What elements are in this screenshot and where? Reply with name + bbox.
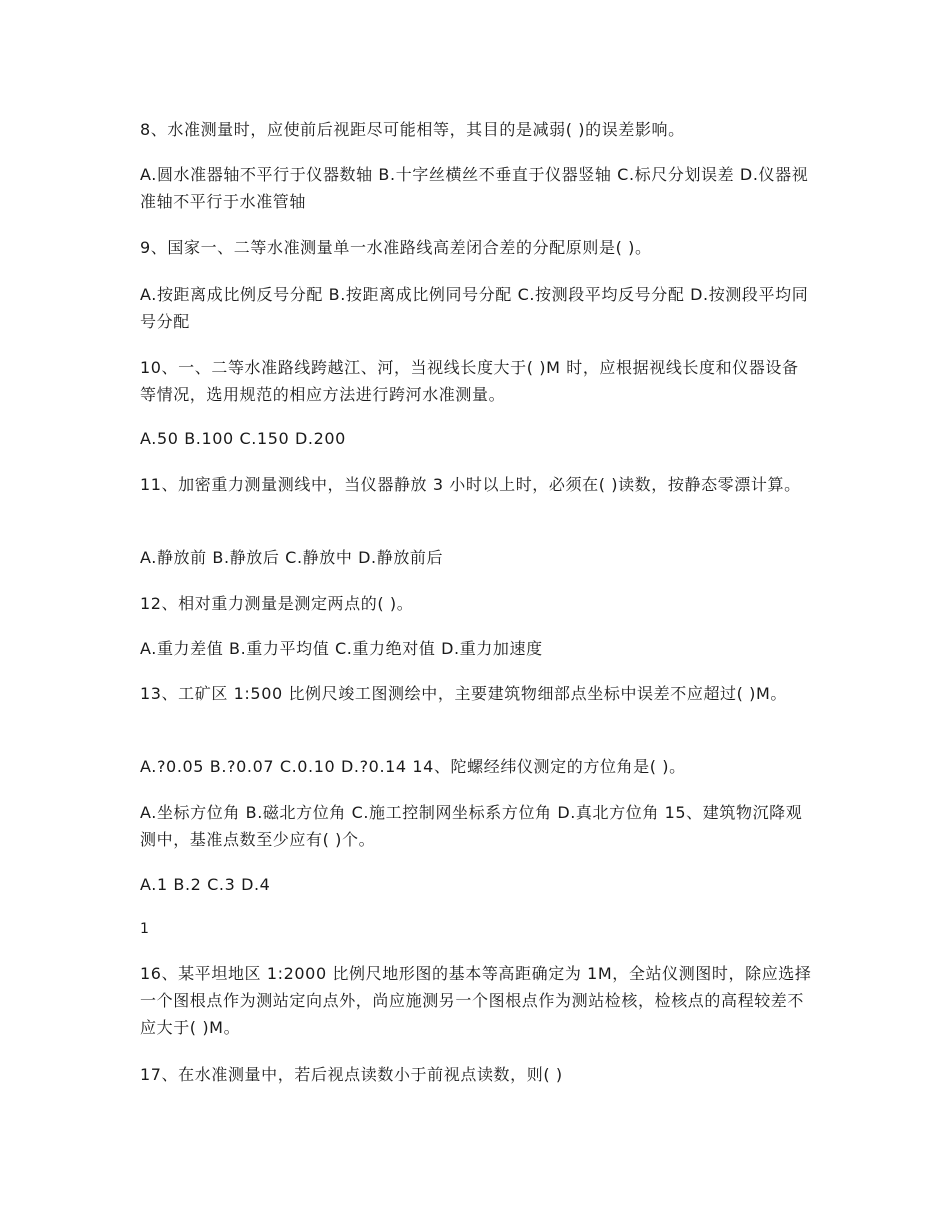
question-15-options: A.1 B.2 C.3 D.4 <box>140 875 271 894</box>
question-12: 12、相对重力测量是测定两点的( )。 <box>140 594 414 613</box>
question-10: 10、一、二等水准路线跨越江、河，当视线长度大于( )M 时，应根据视线长度和仪器设备等情况，选用规范的相应方法进行跨河水准测量。 <box>140 358 799 404</box>
question-8-options: A.圆水准器轴不平行于仪器数轴 B.十字丝横丝不垂直于仪器竖轴 C.标尺分划误差 D.仪器视准轴不平行于水准管轴 <box>140 165 809 211</box>
question-9-options: A.按距离成比例反号分配 B.按距离成比例同号分配 C.按测段平均反号分配 D.按测段平均同号分配 <box>140 285 809 331</box>
question-16: 16、某平坦地区 1:2000 比例尺地形图的基本等高距确定为 1M，全站仪测图时，除应选择一个图根点作为测站定向点外，尚应施测另一个图根点作为测站检核，检核点的高程较差不应大于( )M。 <box>140 964 812 1037</box>
question-9: 9、国家一、二等水准测量单一水准路线高差闭合差的分配原则是( )。 <box>140 238 652 257</box>
question-13: 13、工矿区 1:500 比例尺竣工图测绘中，主要建筑物细部点坐标中误差不应超过( )M。 <box>140 684 788 703</box>
question-8: 8、水准测量时，应使前后视距尽可能相等，其目的是减弱( )的误差影响。 <box>140 120 685 139</box>
page-number: 1 <box>140 921 149 937</box>
question-11: 11、加密重力测量测线中，当仪器静放 3 小时以上时，必须在( )读数，按静态零漂计算。 <box>140 475 801 494</box>
question-13-options-and-question-14: A.?0.05 B.?0.07 C.0.10 D.?0.14 14、陀螺经纬仪测定的方位角是( )。 <box>140 757 686 776</box>
question-12-options: A.重力差值 B.重力平均值 C.重力绝对值 D.重力加速度 <box>140 639 543 658</box>
question-11-options: A.静放前 B.静放后 C.静放中 D.静放前后 <box>140 548 444 567</box>
question-14-options-and-question-15: A.坐标方位角 B.磁北方位角 C.施工控制网坐标系方位角 D.真北方位角 15、建筑物沉降观测中，基准点数至少应有( )个。 <box>140 803 803 849</box>
question-10-options: A.50 B.100 C.150 D.200 <box>140 429 346 448</box>
question-17: 17、在水准测量中，若后视点读数小于前视点读数，则( ) <box>140 1065 563 1084</box>
